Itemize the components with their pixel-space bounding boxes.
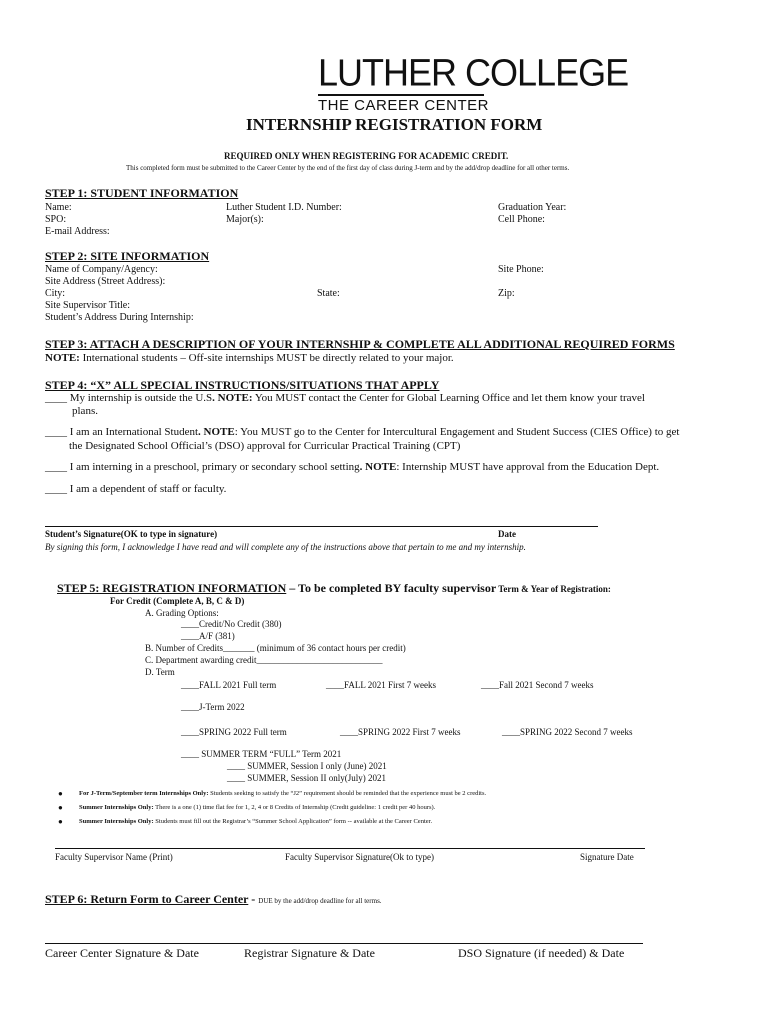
instruction-international	[45, 426, 679, 438]
name-field-label: Name:	[45, 202, 72, 213]
logo-wordmark: LUTHER COLLEGE	[318, 50, 629, 94]
bullet-label: For J-Term/September term Internships Only:	[79, 790, 209, 797]
student-id-label: Luther Student I.D. Number:	[226, 202, 342, 213]
bullet-icon: ●	[58, 803, 63, 812]
step5-heading: STEP 5: REGISTRATION INFORMATION	[57, 581, 287, 595]
faculty-name-label: Faculty Supervisor Name (Print)	[55, 852, 173, 862]
instruction-note: . NOTE	[198, 426, 235, 438]
zip-label: Zip:	[498, 288, 515, 299]
office-signature-line[interactable]	[45, 943, 643, 944]
instruction-text: : You MUST go to the Center for Intercultural Engagement and Student Success (CIES Office) to get	[234, 426, 680, 438]
fall-full-term-option[interactable]: ____FALL 2021 Full term	[181, 680, 277, 690]
bullet-jterm-note	[79, 790, 486, 797]
logo-rule	[318, 94, 484, 96]
site-phone-label: Site Phone:	[498, 264, 544, 275]
step2-heading: STEP 2: SITE INFORMATION	[45, 249, 210, 263]
jterm-option[interactable]: ____J-Term 2022	[181, 702, 245, 712]
instruction-continuation: the Designated School Official’s (DSO) approval for Curricular Practical Training (CPT)	[69, 440, 461, 452]
bullet-icon: ●	[58, 789, 63, 798]
step4-heading: STEP 4: “X” ALL SPECIAL INSTRUCTIONS/SITUATIONS THAT APPLY	[45, 378, 440, 392]
site-address-label: Site Address (Street Address):	[45, 276, 166, 287]
instruction-text: ____ My internship is outside the U.S	[45, 392, 213, 404]
department-field[interactable]: C. Department awarding credit____________________________	[145, 655, 383, 665]
career-center-signature-label: Career Center Signature & Date	[45, 946, 199, 960]
instruction-note: . NOTE:	[212, 392, 253, 404]
supervisor-title-label: Site Supervisor Title:	[45, 300, 131, 311]
submit-note: This completed form must be submitted to the Career Center by the end of the first day of class during J-term and by the add/drop deadline for all other terms.	[126, 164, 570, 172]
cell-phone-label: Cell Phone:	[498, 214, 545, 225]
instruction-text: : Internship MUST have approval from the Education Dept.	[396, 461, 660, 473]
instruction-dependent: ____ I am a dependent of staff or faculty.	[45, 483, 227, 495]
af-option[interactable]: ____A/F (381)	[181, 631, 235, 641]
step6-heading: STEP 6: Return Form to Career Center	[45, 892, 249, 906]
faculty-signature-label: Faculty Supervisor Signature(Ok to type)	[285, 852, 434, 862]
majors-label: Major(s):	[226, 214, 264, 225]
note-text: International students – Off-site internships MUST be directly related to your major.	[79, 352, 454, 364]
student-signature-label: Student’s Signature(OK to type in signature)	[45, 529, 218, 539]
faculty-signature-line[interactable]	[55, 848, 645, 849]
credit-no-credit-option[interactable]: ____Credit/No Credit (380)	[181, 619, 282, 629]
bullet-label: Summer Internships Only:	[79, 804, 154, 811]
note-label: NOTE:	[45, 352, 80, 364]
acknowledgement-text: By signing this form, I acknowledge I have read and will complete any of the instructions above that pertain to me and my internship.	[45, 542, 526, 552]
number-of-credits-field[interactable]: B. Number of Credits_______ (minimum of 36 contact hours per credit)	[145, 643, 406, 653]
term-label: D. Term	[145, 667, 175, 677]
instruction-text: ____ I am an International Student	[45, 426, 199, 438]
step6-heading-row	[45, 892, 382, 907]
grad-year-label: Graduation Year:	[498, 202, 567, 213]
instruction-text: You MUST contact the Center for Global Learning Office and let them know your travel	[252, 392, 645, 404]
logo-subtitle: THE CAREER CENTER	[318, 97, 490, 114]
bullet-text: Students seeking to satisfy the “J2” requirement should be reminded that the experience must be 2 credits.	[208, 790, 487, 797]
instruction-continuation: plans.	[72, 405, 98, 417]
step6-due-note: DUE by the add/drop deadline for all terms.	[258, 897, 382, 905]
step3-note	[45, 352, 454, 364]
term-year-label: Term & Year of Registration:	[496, 584, 611, 594]
step6-dash: -	[248, 892, 259, 906]
bullet-summer-fee-note	[79, 804, 435, 811]
student-address-label: Student’s Address During Internship:	[45, 312, 194, 323]
for-credit-label: For Credit (Complete A, B, C & D)	[110, 596, 245, 606]
bullet-text: There is a one (1) time flat fee for 1, 2, 4 or 8 Credits of Internship (Credit guideline: 1 credit per 40 hours).	[153, 804, 436, 811]
summer-session2-option[interactable]: ____ SUMMER, Session II only(July) 2021	[227, 773, 387, 783]
instruction-school-setting	[45, 461, 659, 473]
email-label: E-mail Address:	[45, 226, 110, 237]
state-label: State:	[317, 288, 340, 299]
required-note: REQUIRED ONLY WHEN REGISTERING FOR ACADEMIC CREDIT.	[224, 151, 509, 161]
form-title: INTERNSHIP REGISTRATION FORM	[246, 115, 543, 134]
registrar-signature-label: Registrar Signature & Date	[244, 946, 375, 960]
dso-signature-label: DSO Signature (if needed) & Date	[458, 946, 625, 960]
summer-full-option[interactable]: ____ SUMMER TERM “FULL” Term 2021	[181, 749, 342, 759]
bullet-icon: ●	[58, 817, 63, 826]
summer-session1-option[interactable]: ____ SUMMER, Session I only (June) 2021	[227, 761, 387, 771]
spring-second7-option[interactable]: ____SPRING 2022 Second 7 weeks	[502, 727, 633, 737]
instruction-text: ____ I am interning in a preschool, primary or secondary school setting	[45, 461, 360, 473]
step1-heading: STEP 1: STUDENT INFORMATION	[45, 186, 239, 200]
spring-first7-option[interactable]: ____SPRING 2022 First 7 weeks	[340, 727, 461, 737]
step5-heading-tail: – To be completed BY faculty supervisor	[286, 581, 497, 595]
bullet-text: Students must fill out the Registrar’s “Summer School Application” form -- available at the Career Center.	[153, 818, 433, 825]
company-label: Name of Company/Agency:	[45, 264, 158, 275]
student-signature-line[interactable]	[45, 526, 598, 527]
student-date-label: Date	[498, 529, 516, 539]
signature-date-label: Signature Date	[580, 852, 634, 862]
instruction-outside-us	[45, 392, 645, 404]
fall-first7-option[interactable]: ____FALL 2021 First 7 weeks	[326, 680, 436, 690]
step3-heading: STEP 3: ATTACH A DESCRIPTION OF YOUR INTERNSHIP & COMPLETE ALL ADDITIONAL REQUIRED FORMS	[45, 337, 675, 351]
step5-heading-row	[57, 581, 611, 596]
instruction-note: . NOTE	[359, 461, 397, 473]
city-label: City:	[45, 288, 66, 299]
bullet-label: Summer Internships Only:	[79, 818, 154, 825]
spring-full-term-option[interactable]: ____SPRING 2022 Full term	[181, 727, 287, 737]
fall-second7-option[interactable]: ____Fall 2021 Second 7 weeks	[481, 680, 594, 690]
grading-options-label: A. Grading Options:	[145, 608, 219, 618]
bullet-summer-form-note	[79, 818, 432, 825]
spo-label: SPO:	[45, 214, 67, 225]
